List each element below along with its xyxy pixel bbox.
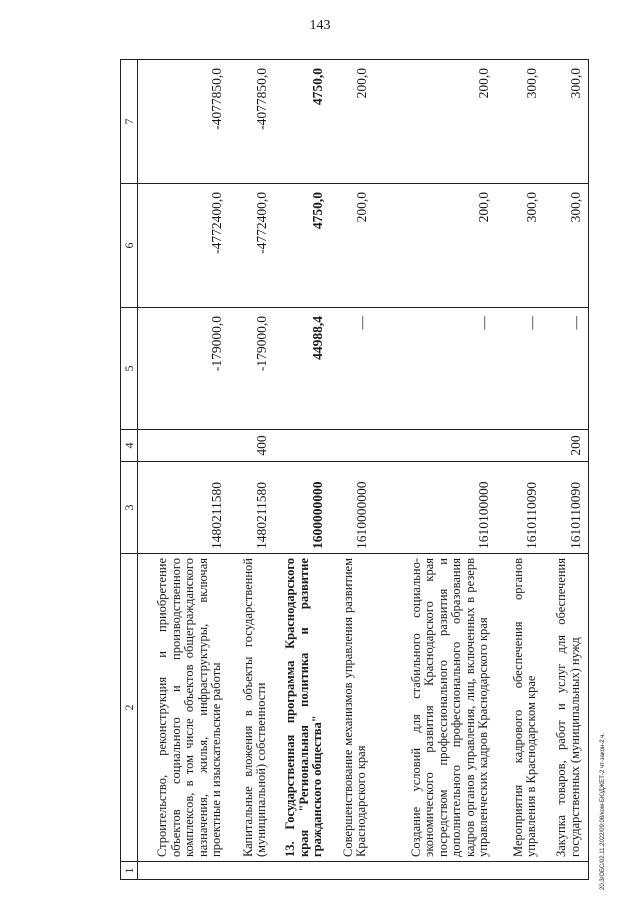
row-name: 13. Государственная программа Краснодарского края "Региональная политика и развитие гражданского общества" xyxy=(275,554,331,862)
header-col-6: 6 xyxy=(121,184,138,308)
row-col5: — xyxy=(375,308,497,430)
row-group: 200 xyxy=(545,430,589,462)
row-col6: 4750,0 xyxy=(275,184,331,308)
row-code: 1600000000 xyxy=(275,462,331,554)
row-col7: 200,0 xyxy=(375,60,497,184)
row-code: 1610100000 xyxy=(375,462,497,554)
header-col-4: 4 xyxy=(121,430,138,462)
table-row xyxy=(375,60,497,880)
row-col5: — xyxy=(545,308,589,430)
row-col6: 300,0 xyxy=(497,184,545,308)
row-group xyxy=(138,430,230,462)
row-col7: 200,0 xyxy=(331,60,375,184)
row-code: 1480211580 xyxy=(230,462,275,554)
header-col-7: 7 xyxy=(121,60,138,184)
table-header-row xyxy=(121,60,138,880)
row-code: 1610000000 xyxy=(331,462,375,554)
header-col-2: 2 xyxy=(121,554,138,862)
header-col-3: 3 xyxy=(121,462,138,554)
row-name: Мероприятия кадрового обеспечения органов управления в Краснодарском крае xyxy=(497,554,545,862)
row-col5: — xyxy=(331,308,375,430)
page-number: 143 xyxy=(309,18,331,33)
row-code: 1610110090 xyxy=(545,462,589,554)
footer-code-text: 20.3/ОБС/02.11.2022/09:08/ком-БЮДЖЕТ-2 чт-закон-2 ч. xyxy=(600,732,606,890)
table-row xyxy=(138,60,230,880)
row-col6: -4772400,0 xyxy=(138,184,230,308)
row-name: Совершенствование механизмов управления развитием Краснодарского края xyxy=(331,554,375,862)
row-col7: -4077850,0 xyxy=(230,60,275,184)
row-name: Строительство, реконструкция и приобретение объектов социального и производственного комплексов, в том числе объектов общегражданского назначения, жилья, инфраструктуры, включая проектные и изыскательские работы xyxy=(138,554,230,862)
row-col6: 300,0 xyxy=(545,184,589,308)
table-row xyxy=(545,60,589,880)
table-row xyxy=(275,60,331,880)
row-col7: 300,0 xyxy=(545,60,589,184)
row-col6: -4772400,0 xyxy=(230,184,275,308)
row-group xyxy=(275,430,331,462)
table-row xyxy=(230,60,275,880)
row-col5: 44988,4 xyxy=(275,308,331,430)
table-row xyxy=(331,60,375,880)
header-col-5: 5 xyxy=(121,308,138,430)
row-col5: -179000,0 xyxy=(138,308,230,430)
row-code: 1480211580 xyxy=(138,462,230,554)
row-col5: -179000,0 xyxy=(230,308,275,430)
header-col-1: 1 xyxy=(121,862,138,880)
budget-table xyxy=(120,59,589,880)
row-group xyxy=(331,430,375,462)
row-group: 400 xyxy=(230,430,275,462)
row-name: Закупка товаров, работ и услуг для обеспечения государственных (муниципальных) нужд xyxy=(545,554,589,862)
row-name: Капитальные вложения в объекты государственной (муниципальной) собственности xyxy=(230,554,275,862)
row-col6: 200,0 xyxy=(375,184,497,308)
row-code: 1610110090 xyxy=(497,462,545,554)
row-group xyxy=(497,430,545,462)
budget-table-rotated xyxy=(120,60,600,880)
table-row xyxy=(497,60,545,880)
row-group xyxy=(375,430,497,462)
row-col5: — xyxy=(497,308,545,430)
row-name: Создание условий для стабильного социально-экономического развития Краснодарского края посредством профессионального развития и дополнительного профессионального образования кадров органов управления, лиц, включенных в резерв управленческих кадров Краснодарского края xyxy=(375,554,497,862)
row-col6: 200,0 xyxy=(331,184,375,308)
row-col7: 4750,0 xyxy=(275,60,331,184)
row-col7: 300,0 xyxy=(497,60,545,184)
row-col7: -4077850,0 xyxy=(138,60,230,184)
